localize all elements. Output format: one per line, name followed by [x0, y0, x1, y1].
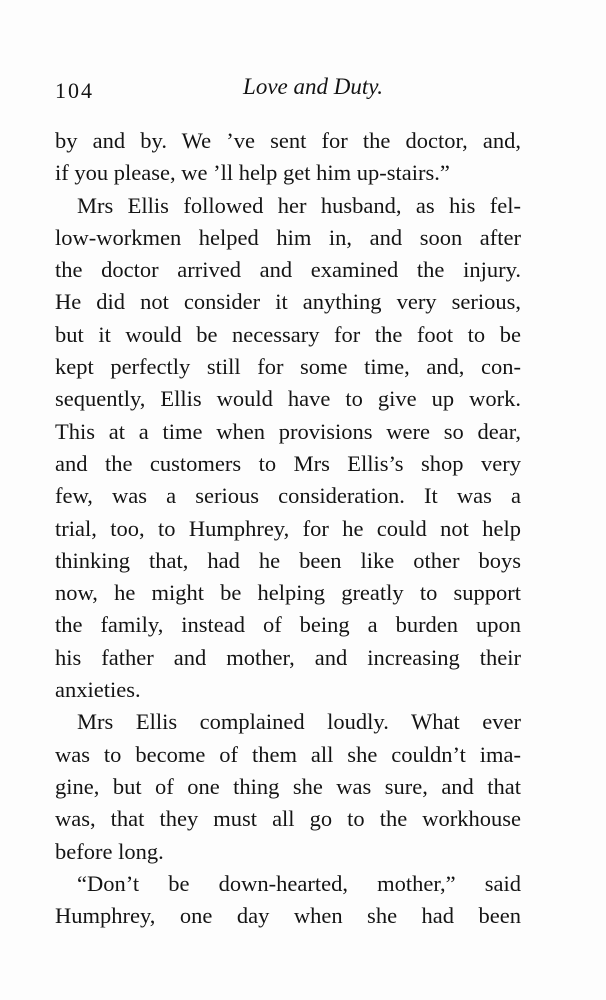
text-line: “Don’t be down-hearted, mother,” said	[77, 870, 521, 896]
running-title: Love and Duty.	[243, 74, 383, 99]
text-line: Mrs Ellis complained loudly. What ever	[77, 709, 521, 735]
text-line: but it would be necessary for the foot to be	[55, 321, 521, 347]
text-line: the family, instead of being a burden upon	[55, 612, 521, 638]
text-line: This at a time when provisions were so dear,	[55, 418, 521, 444]
text-line: now, he might be helping greatly to support	[55, 580, 521, 606]
text-line: Mrs Ellis followed her husband, as his fel-	[77, 192, 521, 218]
text-line: Humphrey, one day when she had been	[55, 903, 521, 929]
page-number: 104	[55, 78, 94, 103]
text-line: gine, but of one thing she was sure, and that	[55, 773, 521, 799]
text-line: anxieties.	[55, 677, 141, 703]
text-line: and the customers to Mrs Ellis’s shop very	[55, 450, 521, 476]
text-line: the doctor arrived and examined the injury.	[55, 257, 521, 283]
text-line: his father and mother, and increasing their	[55, 644, 521, 670]
text-line: was, that they must all go to the workhouse	[55, 806, 521, 832]
body-text	[55, 125, 521, 932]
text-line: thinking that, had he been like other boys	[55, 547, 521, 573]
text-line: low-workmen helped him in, and soon after	[55, 224, 521, 250]
text-line: sequently, Ellis would have to give up work.	[55, 386, 521, 412]
text-line: by and by. We ’ve sent for the doctor, and,	[55, 128, 521, 153]
text-line: if you please, we ’ll help get him up-stairs.”	[55, 160, 450, 186]
text-line: He did not consider it anything very serious,	[55, 289, 521, 315]
text-line: kept perfectly still for some time, and, con-	[55, 354, 521, 380]
text-line: was to become of them all she couldn’t ima-	[55, 741, 521, 767]
running-head	[55, 74, 521, 106]
text-line: before long.	[55, 838, 164, 864]
text-line: trial, too, to Humphrey, for he could not help	[55, 515, 521, 541]
text-line: few, was a serious consideration. It was a	[55, 483, 521, 509]
